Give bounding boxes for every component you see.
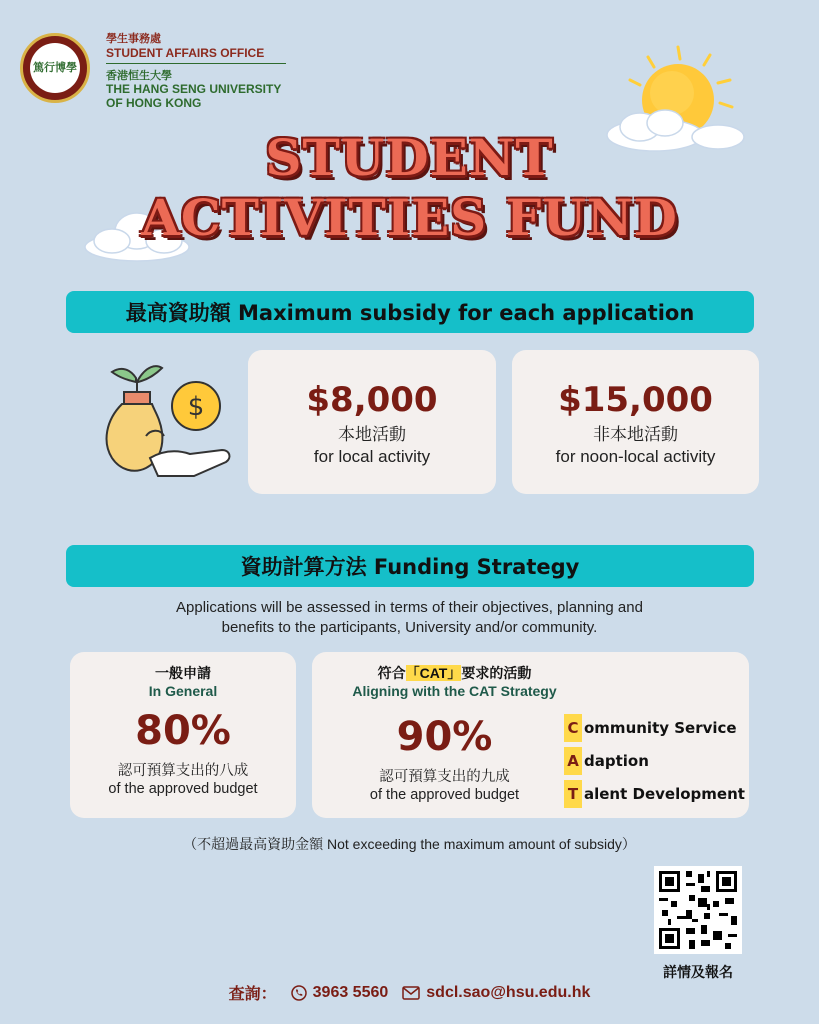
cat-word-adaption: daption	[584, 752, 649, 770]
email-contact[interactable]	[402, 984, 590, 1002]
description-line-1: Applications will be assessed in terms of their objectives, planning and	[176, 599, 643, 616]
cat-budget-zh: 認可預算支出的九成	[379, 769, 510, 785]
cat-acronym-list	[564, 714, 745, 813]
subsidy-banner: 最高資助額 Maximum subsidy for each application	[66, 291, 754, 333]
university-logo	[20, 33, 90, 103]
cat-heading-zh-post: 要求的活動	[461, 665, 532, 681]
subsidy-cap-note: （不超過最高資助金額 Not exceeding the maximum amount of subsidy）	[183, 836, 636, 852]
title-line-2: ACTIVITIES FUND	[141, 188, 678, 247]
cat-letter-a: A	[564, 747, 582, 775]
page-title	[0, 128, 819, 248]
cat-budget-en: of the approved budget	[369, 787, 520, 803]
cat-heading-zh	[322, 664, 587, 682]
cat-letter-c: C	[564, 714, 582, 742]
cat-heading-en: Aligning with the CAT Strategy	[352, 683, 557, 699]
cat-word-community: ommunity Service	[584, 719, 737, 737]
phone-contact[interactable]	[291, 984, 389, 1002]
cat-heading-tag: 「CAT」	[405, 665, 462, 681]
qr-label: 詳情及報名	[663, 965, 733, 981]
lightbulb-money-hand-icon	[98, 358, 238, 488]
phone-number: 3963 5560	[312, 983, 389, 1001]
strategy-banner: 資助計算方法 Funding Strategy	[66, 545, 754, 587]
cat-heading-zh-pre: 符合	[377, 665, 406, 681]
cat-word-talent: alent Development	[584, 785, 745, 803]
phone-icon	[291, 985, 307, 1001]
nonlocal-amount: $15,000	[558, 380, 713, 420]
org-en-office: STUDENT AFFAIRS OFFICE	[106, 46, 286, 64]
org-zh-university: 香港恒生大學	[106, 70, 172, 82]
general-heading-zh: 一般申請	[155, 665, 211, 681]
registration-qr-code[interactable]	[654, 866, 742, 954]
contact-bar	[0, 981, 819, 1004]
nonlocal-label-zh: 非本地活動	[593, 425, 678, 444]
org-en-university-2: OF HONG KONG	[106, 95, 202, 110]
cat-percentage: 90%	[396, 714, 493, 760]
nonlocal-subsidy-card	[512, 350, 759, 494]
general-card	[70, 652, 296, 818]
local-label-en: for local activity	[313, 447, 431, 466]
cat-item-talent	[564, 780, 745, 808]
envelope-icon	[402, 986, 420, 1000]
org-en-university-1: THE HANG SENG UNIVERSITY	[106, 82, 282, 96]
general-percentage: 80%	[135, 708, 231, 754]
cat-item-adaption	[564, 747, 745, 775]
assessment-description	[0, 598, 819, 638]
cat-letter-t: T	[564, 780, 582, 808]
cat-heading	[322, 664, 587, 700]
nonlocal-label-en: for noon-local activity	[555, 447, 716, 466]
cat-card	[312, 652, 749, 818]
general-budget-zh: 認可預算支出的八成	[117, 763, 249, 779]
local-label-zh: 本地活動	[338, 425, 406, 444]
general-budget-en: of the approved budget	[108, 781, 258, 797]
email-address: sdcl.sao@hsu.edu.hk	[426, 983, 591, 1001]
general-heading-en: In General	[148, 683, 218, 699]
description-line-2: benefits to the participants, University and/or community.	[221, 619, 598, 636]
local-amount: $8,000	[306, 380, 438, 420]
organization-name	[106, 30, 286, 111]
contact-label: 查詢：	[228, 986, 277, 1003]
cat-figure	[332, 714, 557, 804]
cat-item-community	[564, 714, 745, 742]
logo-emblem: 篤行博學	[30, 43, 80, 93]
local-subsidy-card	[248, 350, 496, 494]
qr-pattern	[659, 871, 737, 949]
svg-text:$: $	[187, 392, 205, 422]
org-zh-office: 學生事務處	[106, 33, 161, 45]
title-line-1: STUDENT	[265, 128, 554, 187]
